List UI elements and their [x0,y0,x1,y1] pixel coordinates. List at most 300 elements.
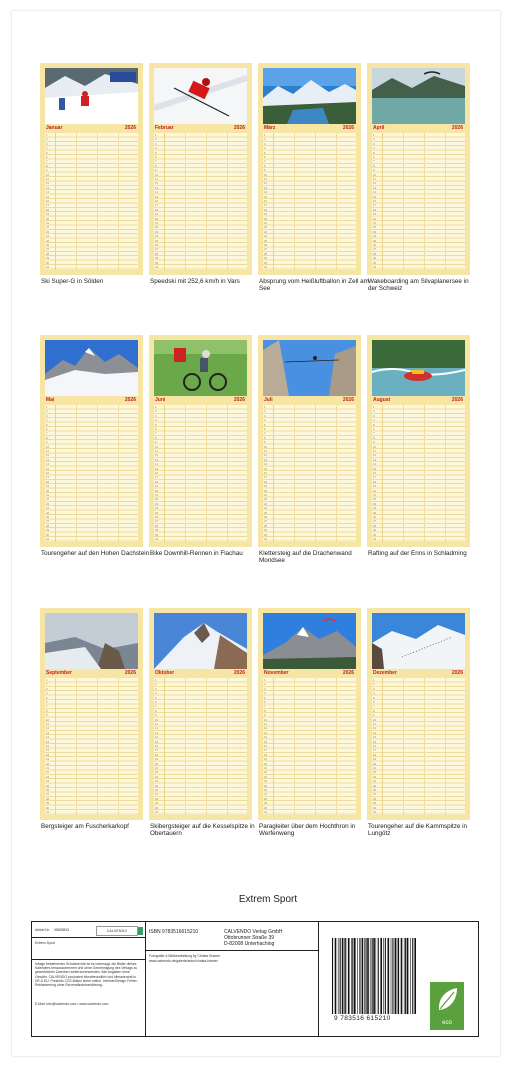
planner-grid [154,133,247,270]
day-number: 18 [373,207,377,212]
day-number: 19 [46,484,50,489]
day-number: 7 [46,159,48,164]
day-number: 6 [264,155,266,159]
month-year: 2026 [342,125,354,131]
month-caption: Tourengeher auf die Kammspitze in Lungötz [368,823,468,838]
day-number: 1 [373,678,375,682]
day-number: 30 [46,805,50,810]
month-year: 2026 [124,125,136,131]
barcode-bar [398,938,399,1014]
day-number: 14 [264,735,268,740]
day-number: 2 [155,682,157,687]
month-card-januar [40,63,143,275]
day-number: 5 [155,422,157,427]
day-number: 29 [264,528,268,533]
planner-grid [154,678,247,815]
day-number: 12 [46,181,50,186]
photo-illustration [372,340,465,396]
day-number: 13 [373,185,377,190]
day-number: 29 [373,801,377,806]
day-number: 5 [264,695,266,700]
month-name: Mai [46,397,55,403]
day-number: 14 [46,735,50,740]
day-number: 29 [46,801,50,806]
day-number: 11 [46,449,49,453]
month-card-oktober [149,608,252,820]
photo-illustration [154,68,247,124]
day-number: 10 [46,444,50,449]
barcode-bar [351,938,352,1014]
month-photo [263,340,356,396]
day-number: 9 [46,713,48,718]
day-number: 2 [155,137,157,142]
month-name: März [264,125,276,131]
day-number: 31 [264,810,268,814]
day-number: 8 [373,163,375,168]
day-number: 17 [373,475,377,480]
month-header [372,397,465,404]
day-number: 12 [264,726,268,731]
day-number: 15 [46,739,50,744]
day-number: 27 [46,792,50,797]
planner-grid [45,133,138,270]
day-number: 12 [46,726,50,731]
day-number: 20 [264,216,268,221]
day-number: 16 [46,471,50,475]
day-number: 20 [373,488,377,493]
day-number: 1 [264,405,266,409]
day-number: 9 [155,713,157,718]
month-year: 2026 [124,670,136,676]
day-number: 20 [264,488,268,493]
month-caption: Rafting auf der Enns in Schladming [368,550,467,557]
month-name: November [264,670,289,676]
month-header [372,125,465,132]
day-number: 11 [264,177,267,181]
day-number: 26 [264,515,268,519]
month-year: 2026 [124,397,136,403]
day-number: 27 [46,247,50,252]
barcode-bar [364,938,365,1014]
month-card-mai [40,335,143,547]
barcode-bar [354,938,356,1014]
day-number: 14 [155,190,159,195]
day-number: 4 [46,691,48,696]
month-year: 2026 [233,125,245,131]
day-number: 18 [264,207,268,212]
day-number: 27 [155,519,159,524]
day-number: 3 [46,686,48,691]
day-number: 11 [373,722,376,726]
day-number: 28 [264,523,268,528]
month-caption: Klettersteig auf die Drachenwand Mondsee [259,550,352,565]
day-number: 25 [373,238,377,243]
day-number: 5 [155,150,157,155]
barcode-bar [410,938,411,1014]
isbn: ISBN 9783516615210 [149,929,199,935]
month-card-dezember [367,608,470,820]
month-caption: Wakeboarding am Silvaplanersee in der Schweiz [368,278,469,293]
day-number: 7 [264,704,266,709]
day-number: 18 [373,479,377,484]
day-number: 1 [264,678,266,682]
day-number: 25 [373,783,377,788]
day-number: 23 [264,774,268,779]
day-number: 26 [373,788,377,792]
day-number: 31 [155,265,159,269]
day-number: 16 [46,744,50,748]
day-number: 1 [264,133,266,137]
month-year: 2026 [342,670,354,676]
day-number: 23 [46,501,50,506]
day-number: 3 [373,141,375,146]
day-number: 7 [46,431,48,436]
day-number: 28 [155,523,159,528]
day-number: 30 [155,805,159,810]
day-number: 17 [264,475,268,480]
day-number: 4 [155,691,157,696]
day-number: 9 [155,440,157,445]
month-card-september [40,608,143,820]
month-header [154,125,247,132]
day-number: 8 [155,708,157,713]
month-year: 2026 [451,397,463,403]
barcode-bar [338,938,339,1014]
day-number: 28 [373,251,377,256]
day-number: 13 [155,457,159,462]
day-number: 27 [373,519,377,524]
month-header [263,670,356,677]
day-number: 19 [373,484,377,489]
day-number: 23 [373,229,377,234]
day-number: 19 [155,484,159,489]
day-number: 6 [155,427,157,431]
planner-grid [154,405,247,542]
day-number: 17 [373,748,377,753]
barcode-bar [404,938,405,1014]
photo-illustration [45,340,138,396]
day-number: 14 [264,462,268,467]
month-caption: Skibergsteiger auf die Kesselspitze in Obertauern [150,823,255,838]
day-number: 12 [155,181,159,186]
day-number: 5 [264,422,266,427]
day-number: 13 [46,457,50,462]
day-number: 22 [373,497,377,502]
day-number: 26 [46,243,50,247]
month-name: Dezember [373,670,397,676]
day-number: 14 [46,190,50,195]
day-number: 21 [264,766,268,770]
day-number: 5 [373,695,375,700]
barcode-bar [345,938,346,1014]
legal-notice: Infolge bestehender Schutzrechte ist es untersagt, die Bilder dieses Kalenders herauszutrennen und ohne Genehmigung des Verlags zu gewerblichen Zwecken weiterzuverwenden. Alle Angaben ohne Gewähr. CALVENDO produziert klimafreundlich und klimaneutral in DE & EU. Preisinfo CO2-Bilanz siehe online. Irrtümer/Design Fehler-Reklamierung ohne Einverständniserklärung. [35,962,138,988]
month-caption: Bike Downhill-Rennen in Flachau [150,550,243,557]
day-number: 27 [46,519,50,524]
photo-illustration [263,613,356,669]
day-number: 16 [264,471,268,475]
day-number: 18 [46,752,50,757]
day-number: 10 [373,172,377,177]
day-number: 7 [373,431,375,436]
month-card-april [367,63,470,275]
eco-badge [430,982,464,1030]
day-number: 19 [46,757,50,762]
day-number: 27 [155,792,159,797]
month-card-juli [258,335,361,547]
day-number: 31 [46,537,50,541]
day-number: 7 [373,159,375,164]
day-number: 10 [155,172,159,177]
day-number: 4 [46,418,48,423]
day-number: 30 [46,260,50,265]
barcode-bar [367,938,369,1014]
day-number: 24 [264,234,268,239]
day-number: 26 [264,788,268,792]
day-number: 23 [155,501,159,506]
day-number: 15 [46,194,50,199]
day-number: 15 [46,466,50,471]
day-number: 19 [46,212,50,217]
day-number: 22 [155,497,159,502]
day-number: 21 [155,221,159,225]
day-number: 4 [373,418,375,423]
day-number: 13 [155,185,159,190]
day-number: 8 [155,435,157,440]
day-number: 19 [264,484,268,489]
day-number: 12 [373,181,377,186]
day-number: 2 [264,137,266,142]
month-year: 2026 [451,125,463,131]
day-number: 18 [264,479,268,484]
day-number: 11 [155,177,158,181]
article-number: 35829843 [54,928,70,932]
day-number: 4 [264,418,266,423]
day-number: 10 [264,172,268,177]
day-number: 3 [264,413,266,418]
day-number: 24 [373,779,377,784]
day-number: 18 [155,207,159,212]
month-photo [372,613,465,669]
day-number: 23 [264,501,268,506]
month-name: Juli [264,397,273,403]
day-number: 31 [46,265,50,269]
day-number: 21 [373,221,377,225]
barcode-bar [352,938,353,1014]
day-number: 22 [46,497,50,502]
month-card-juni [149,335,252,547]
day-number: 9 [264,713,266,718]
day-number: 4 [155,146,157,151]
day-number: 22 [373,225,377,230]
month-year: 2026 [451,670,463,676]
day-number: 30 [373,532,377,537]
calendar-title: Extrem Sport [238,894,298,905]
day-number: 20 [46,488,50,493]
day-number: 23 [46,229,50,234]
day-number: 11 [46,177,49,181]
day-number: 29 [46,528,50,533]
day-number: 12 [155,453,159,458]
day-number: 23 [373,774,377,779]
day-number: 2 [46,682,48,687]
day-number: 30 [264,260,268,265]
day-number: 29 [155,256,159,261]
barcode-bar [412,938,413,1014]
day-number: 27 [373,792,377,797]
day-number: 24 [46,234,50,239]
day-number: 28 [264,251,268,256]
day-number: 13 [264,185,268,190]
day-number: 1 [373,405,375,409]
day-number: 16 [373,744,377,748]
footer-left-column [32,922,146,1036]
day-number: 22 [155,770,159,775]
day-number: 18 [155,752,159,757]
day-number: 3 [155,413,157,418]
day-number: 27 [264,519,268,524]
day-number: 5 [46,422,48,427]
article-label: Artikel Nr. [35,928,50,932]
day-number: 31 [155,537,159,541]
planner-grid [263,678,356,815]
day-number: 24 [264,506,268,511]
day-number: 13 [264,457,268,462]
day-number: 14 [155,462,159,467]
month-header [372,670,465,677]
day-number: 8 [264,163,266,168]
day-number: 8 [46,435,48,440]
planner-grid [263,133,356,270]
day-number: 25 [264,783,268,788]
day-number: 2 [155,409,157,414]
day-number: 17 [155,748,159,753]
day-number: 25 [46,510,50,515]
barcode-bar [362,938,364,1014]
day-number: 18 [373,752,377,757]
day-number: 5 [264,150,266,155]
day-number: 18 [264,752,268,757]
day-number: 28 [155,796,159,801]
barcode-bar [414,938,416,1014]
day-number: 23 [155,229,159,234]
barcode-bar [405,938,406,1014]
day-number: 11 [373,449,376,453]
day-number: 6 [373,700,375,704]
day-number: 25 [46,238,50,243]
day-number: 6 [46,427,48,431]
day-number: 20 [373,761,377,766]
day-number: 20 [46,761,50,766]
day-number: 20 [373,216,377,221]
day-number: 24 [155,779,159,784]
day-number: 9 [373,440,375,445]
barcode-bar [391,938,392,1014]
barcode-bar [383,938,384,1014]
day-number: 27 [264,792,268,797]
day-number: 27 [155,247,159,252]
day-number: 4 [264,146,266,151]
day-number: 21 [373,766,377,770]
divider [146,950,318,951]
barcode-bar [332,938,333,1014]
barcode-bar [370,938,371,1014]
day-number: 30 [373,260,377,265]
month-name: Februar [155,125,174,131]
day-number: 23 [264,229,268,234]
day-number: 26 [155,788,159,792]
day-number: 15 [264,466,268,471]
month-header [263,125,356,132]
divider [32,937,145,938]
photo-illustration [372,68,465,124]
photo-illustration [154,340,247,396]
day-number: 1 [46,133,48,137]
barcode [328,938,420,1024]
day-number: 23 [46,774,50,779]
photo-illustration [45,613,138,669]
day-number: 14 [46,462,50,467]
day-number: 12 [155,726,159,731]
day-number: 24 [46,506,50,511]
day-number: 22 [373,770,377,775]
day-number: 17 [264,748,268,753]
day-number: 28 [373,796,377,801]
barcode-bar [357,938,358,1014]
day-number: 23 [373,501,377,506]
day-number: 18 [46,479,50,484]
day-number: 5 [373,422,375,427]
day-number: 7 [373,704,375,709]
month-year: 2026 [342,397,354,403]
day-number: 12 [264,181,268,186]
month-header [45,397,138,404]
barcode-bar [395,938,397,1014]
day-number: 30 [155,532,159,537]
barcode-bar [407,938,409,1014]
day-number: 10 [264,444,268,449]
leaf-icon [430,982,464,1016]
day-number: 25 [264,510,268,515]
day-number: 28 [264,796,268,801]
product-title: Extrem Sport [35,941,55,945]
photo-illustration [263,68,356,124]
barcode-bar [388,938,390,1014]
day-number: 9 [155,168,157,173]
day-number: 14 [264,190,268,195]
day-number: 9 [46,168,48,173]
day-number: 25 [155,238,159,243]
day-number: 1 [373,133,375,137]
day-number: 8 [264,435,266,440]
photo-credit: Fotografie & Bildbearbeitung by Christa Kramer [149,954,221,958]
day-number: 1 [155,405,157,409]
day-number: 21 [46,221,50,225]
month-header [263,397,356,404]
divider [32,959,145,960]
barcode-bar [401,938,403,1014]
day-number: 5 [46,150,48,155]
day-number: 1 [155,133,157,137]
month-year: 2026 [233,397,245,403]
day-number: 17 [155,475,159,480]
day-number: 15 [373,739,377,744]
day-number: 2 [46,137,48,142]
day-number: 15 [155,194,159,199]
day-number: 8 [155,163,157,168]
day-number: 4 [373,146,375,151]
day-number: 14 [373,462,377,467]
day-number: 16 [155,471,159,475]
